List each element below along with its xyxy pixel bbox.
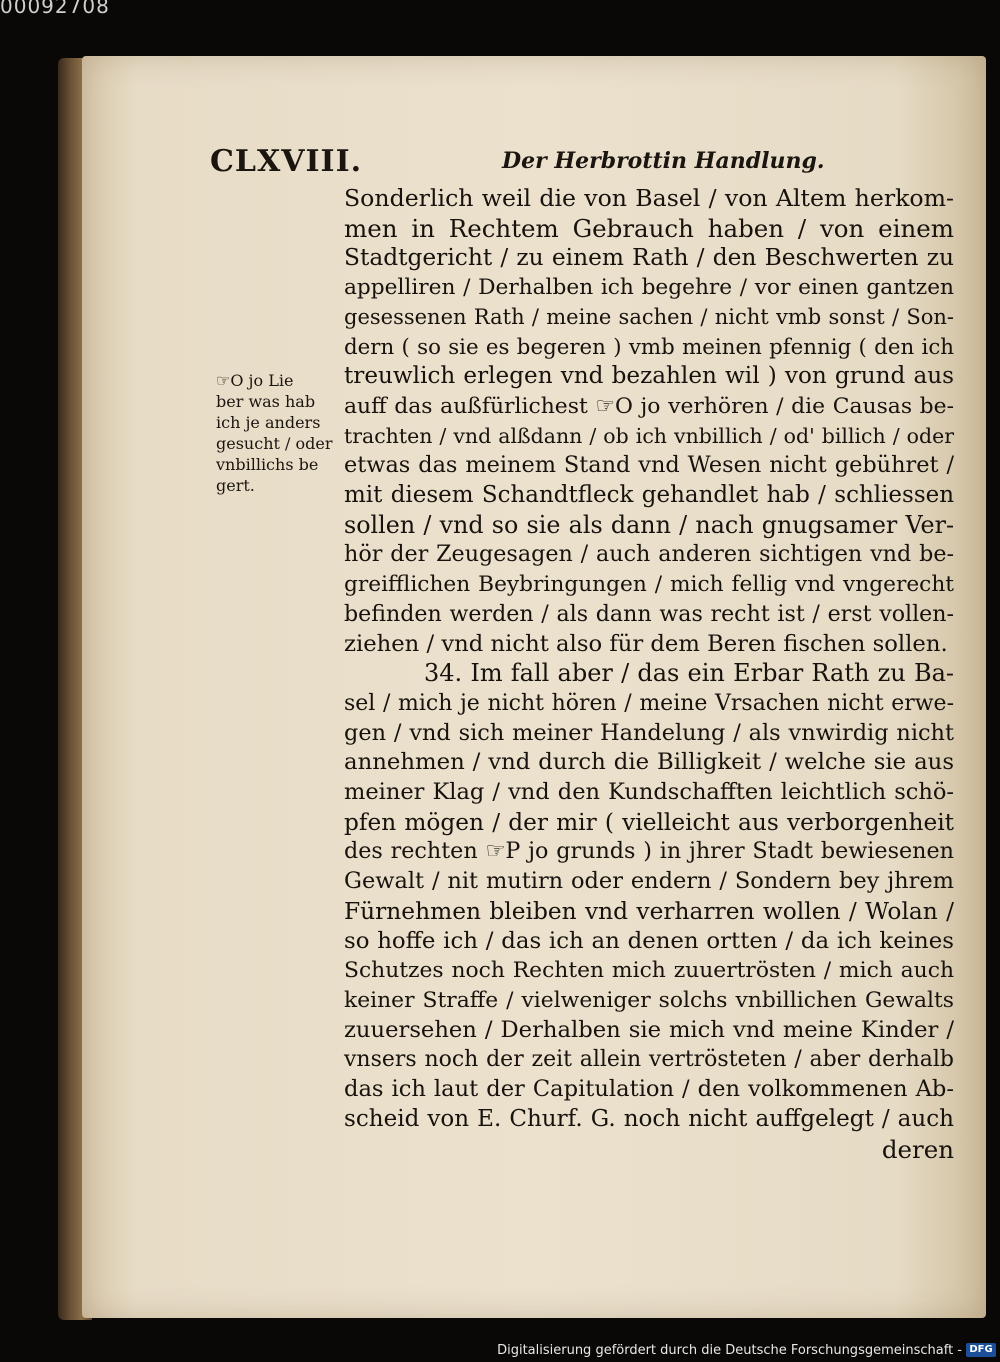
- body-line: scheid von E. Churf. G. noch nicht auffgelegt / auch: [344, 1105, 954, 1132]
- body-line: greifflichen Beybringungen / mich fellig vnd vngerecht: [344, 572, 954, 598]
- body-line: befinden werden / als dann was recht ist / erst vollen-: [344, 600, 954, 627]
- marginal-note-line: vnbillichs be: [216, 455, 319, 474]
- body-line: hör der Zeugesagen / auch anderen sichtigen vnd be-: [344, 541, 954, 568]
- body-line: Fürnehmen bleiben vnd verharren wollen / Wolan /: [344, 897, 954, 925]
- digitization-footer: [0, 1336, 1000, 1362]
- body-line: des rechten ☞P jo grunds ) in jhrer Stadt bewiesenen: [344, 838, 954, 865]
- body-line: Schutzes noch Rechten mich zuuertrösten / mich auch: [344, 958, 954, 984]
- body-line: gen / vnd sich meiner Handelung / als vnwirdig nicht: [344, 719, 954, 746]
- body-line: annehmen / vnd durch die Billigkeit / welche sie aus: [344, 749, 954, 776]
- body-line: meiner Klag / vnd den Kundschafften leichtlich schö-: [344, 779, 954, 806]
- body-line: trachten / vnd alßdann / ob ich vnbillich / od' billich / oder: [344, 423, 954, 448]
- marginal-note-line: ich je anders: [216, 413, 321, 432]
- body-line: sollen / vnd so sie als dann / nach gnugsamer Ver-: [344, 510, 954, 539]
- page-header: [82, 144, 986, 184]
- marginal-note: [216, 370, 336, 496]
- folio-number: CLXVIII.: [210, 144, 363, 179]
- marginal-note-line: gesucht / oder: [216, 434, 333, 453]
- paragraph-start-line: 34. Im fall aber / das ein Erbar Rath zu Ba-: [424, 659, 954, 688]
- body-line: so hoffe ich / das ich an denen ortten / da ich keines: [344, 927, 954, 954]
- body-line: men in Rechtem Gebrauch haben / von einem: [344, 213, 954, 243]
- marginal-note-line: ☞O jo Lie: [216, 371, 294, 390]
- body-line: dern ( so sie es begeren ) vmb meinen pfennig ( den ich: [344, 334, 954, 360]
- body-line: vnsers noch der zeit allein vertrösteten / aber derhalb: [344, 1047, 954, 1073]
- body-line: Gewalt / nit mutirn oder endern / Sondern bey jhrem: [344, 868, 954, 895]
- body-line: pfen mögen / der mir ( vielleicht aus verborgenheit: [344, 808, 954, 836]
- body-line: keiner Straffe / vielweniger solchs vnbillichen Gewalts: [344, 987, 954, 1013]
- body-line: appelliren / Derhalben ich begehre / vor einen gantzen: [344, 275, 954, 301]
- body-line: mit diesem Schandtfleck gehandlet hab / schliessen: [344, 482, 954, 509]
- marginal-note-line: ber was hab: [216, 392, 316, 411]
- scan-id: 00092708: [0, 0, 110, 18]
- body-line: Stadtgericht / zu einem Rath / den Beschwerten zu: [344, 244, 954, 272]
- dfg-logo: DFG: [966, 1343, 996, 1357]
- catchword: deren: [881, 1134, 954, 1164]
- body-line: auff das außfürlichest ☞O jo verhören / die Causas be-: [344, 393, 954, 419]
- marginal-note-line: gert.: [216, 476, 255, 495]
- book-page: [82, 56, 986, 1318]
- body-line: gesessenen Rath / meine sachen / nicht vmb sonst / Son-: [344, 304, 954, 329]
- body-text: [344, 184, 954, 1164]
- body-line: treuwlich erlegen vnd bezahlen wil ) von grund aus: [344, 363, 954, 390]
- body-line: zuuersehen / Derhalben sie mich vnd meine Kinder /: [344, 1016, 954, 1043]
- funding-credit: Digitalisierung gefördert durch die Deutsche Forschungsgemeinschaft -: [497, 1343, 962, 1358]
- running-title: Der Herbrottin Handlung.: [502, 148, 825, 174]
- body-line: sel / mich je nicht hören / meine Vrsachen nicht erwe-: [344, 690, 954, 716]
- body-line: das ich laut der Capitulation / den volkommenen Ab-: [344, 1076, 954, 1103]
- body-line: ziehen / vnd nicht also für dem Beren fischen sollen.: [344, 630, 948, 657]
- body-line: Sonderlich weil die von Basel / von Altem herkom-: [344, 184, 954, 212]
- body-line: etwas das meinem Stand vnd Wesen nicht gebühret /: [344, 452, 954, 479]
